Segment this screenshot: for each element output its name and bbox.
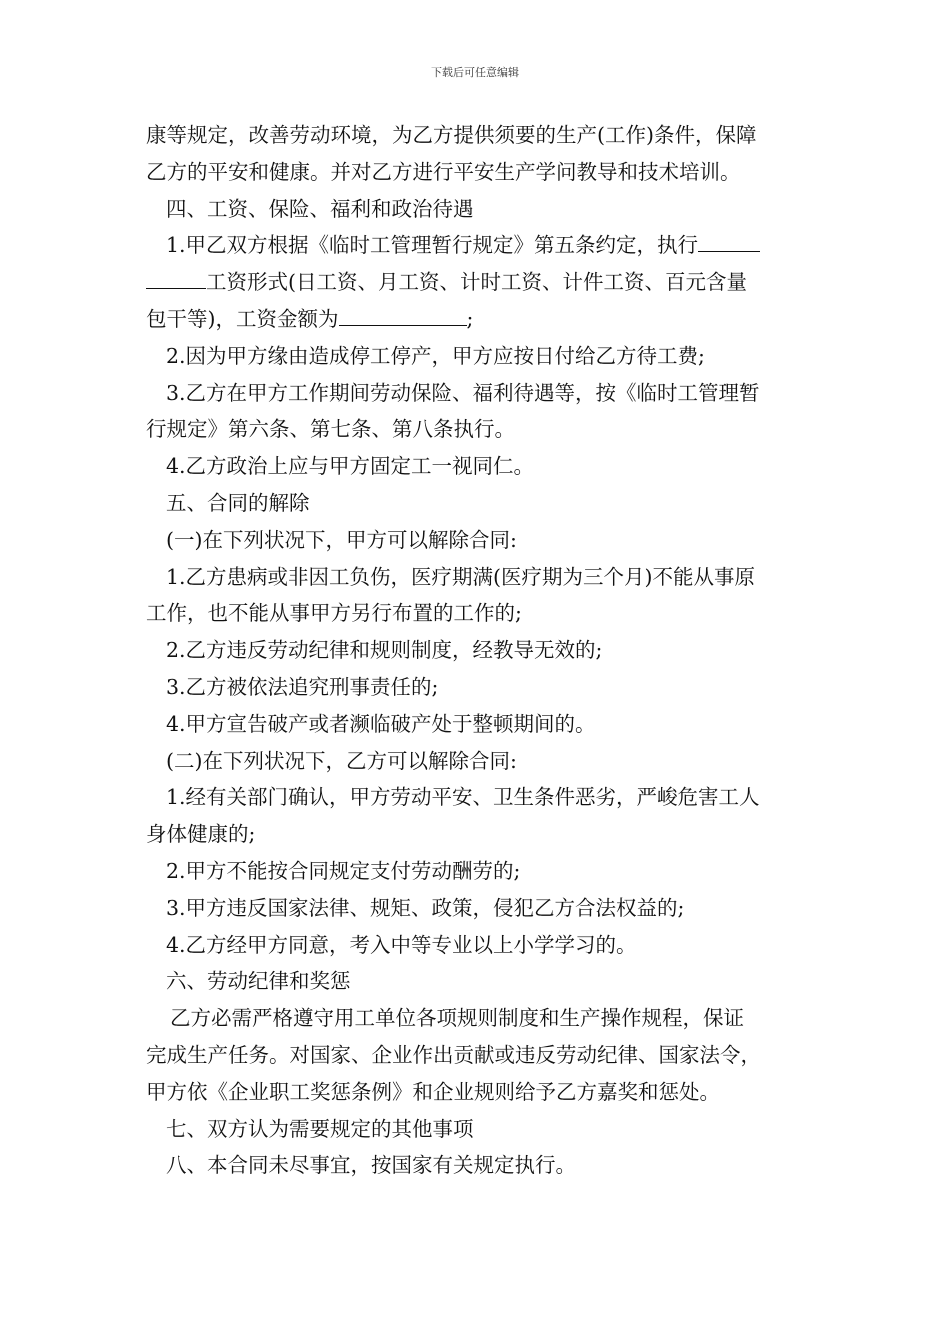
paragraph-line: 乙方的平安和健康。并对乙方进行平安生产学问教导和技术培训。: [146, 159, 741, 184]
paragraph-line: 3.乙方在甲方工作期间劳动保险、福利待遇等，按《临时工管理暂: [166, 380, 760, 405]
paragraph-line: 乙方必需严格遵守用工单位各项规则制度和生产操作规程，保证: [170, 1006, 744, 1031]
section-heading: 五、合同的解除: [166, 490, 310, 515]
fill-in-blank: [146, 266, 206, 289]
paragraph-line: [146, 227, 826, 264]
paragraph-line: (二)在下列状况下，乙方可以解除合同:: [166, 748, 517, 773]
fill-in-blank: [339, 303, 467, 326]
page-header: 下载后可任意编辑: [431, 66, 519, 79]
fill-in-blank: [698, 229, 760, 252]
section-heading: 六、劳动纪律和奖惩: [166, 969, 351, 994]
paragraph-line: 1.乙方患病或非因工负伤，医疗期满(医疗期为三个月)不能从事原: [166, 564, 756, 589]
paragraph-line: [146, 301, 826, 338]
section-heading: 八、本合同未尽事宜，按国家有关规定执行。: [166, 1153, 576, 1178]
section-heading: 四、工资、保险、福利和政治待遇: [166, 196, 474, 221]
paragraph-line: 2.乙方违反劳动纪律和规则制度，经教导无效的;: [166, 638, 603, 663]
clause-text: 1.甲乙双方根据《临时工管理暂行规定》第五条约定，执行: [166, 233, 699, 258]
paragraph-line: 行规定》第六条、第七条、第八条执行。: [146, 417, 515, 442]
clause-text: ;: [466, 306, 474, 331]
paragraph-line: 3.甲方违反国家法律、规矩、政策，侵犯乙方合法权益的;: [166, 895, 685, 920]
paragraph-line: 工作，也不能从事甲方另行布置的工作的;: [146, 601, 522, 626]
paragraph-line: 3.乙方被依法追究刑事责任的;: [166, 674, 439, 699]
clause-text: 工资形式(日工资、月工资、计时工资、计件工资、百元含量: [206, 270, 747, 295]
paragraph-line: 2.因为甲方缘由造成停工停产，甲方应按日付给乙方待工费;: [166, 343, 705, 368]
paragraph-line: 4.乙方经甲方同意，考入中等专业以上小学学习的。: [166, 932, 637, 957]
paragraph-line: 2.甲方不能按合同规定支付劳动酬劳的;: [166, 858, 521, 883]
paragraph-line: 身体健康的;: [146, 822, 256, 847]
paragraph-line: 4.乙方政治上应与甲方固定工一视同仁。: [166, 454, 535, 479]
section-heading: 七、双方认为需要规定的其他事项: [166, 1116, 474, 1141]
document-body: [146, 117, 826, 1184]
paragraph-line: 完成生产任务。对国家、企业作出贡献或违反劳动纪律、国家法令，: [146, 1042, 761, 1067]
paragraph-line: 1.经有关部门确认，甲方劳动平安、卫生条件恶劣，严峻危害工人: [166, 785, 760, 810]
paragraph-line: (一)在下列状况下，甲方可以解除合同:: [166, 527, 517, 552]
clause-text: 包干等)，工资金额为: [146, 306, 339, 331]
paragraph-line: 4.甲方宣告破产或者濒临破产处于整顿期间的。: [166, 711, 596, 736]
paragraph-line: 甲方依《企业职工奖惩条例》和企业规则给予乙方嘉奖和惩处。: [146, 1079, 720, 1104]
paragraph-line: 康等规定，改善劳动环境，为乙方提供须要的生产(工作)条件，保障: [146, 123, 757, 147]
paragraph-line: [146, 264, 826, 301]
